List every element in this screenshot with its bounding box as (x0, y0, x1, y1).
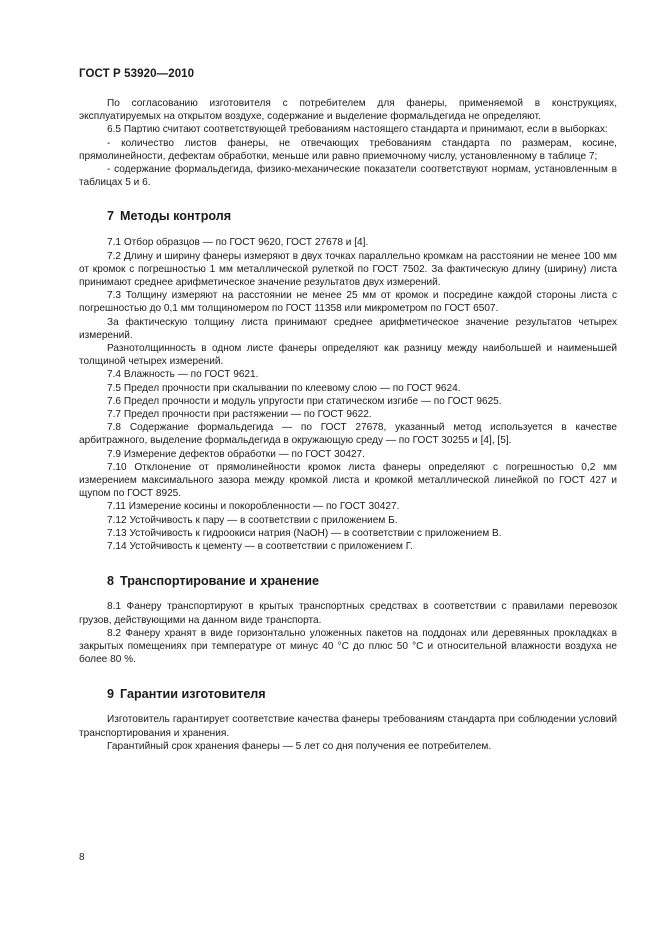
page-number: 8 (79, 852, 85, 863)
paragraph: 7.6 Предел прочности и модуль упругости при статическом изгибе — по ГОСТ 9625. (107, 395, 502, 407)
paragraph: 7.3 Толщину измеряют на расстоянии не менее 25 мм от кромок и посредине каждой стороны листа с погрешностью до 0,1 мм толщиномером по ГОСТ 11358 или микрометром по ГОСТ 6507. (79, 290, 617, 315)
section-heading-9 (79, 687, 617, 701)
paragraph: Разнотолщинность в одном листе фанеры определяют как разницу между наибольшей и наименьшей толщиной четырех измерений. (79, 343, 617, 368)
paragraph: По согласованию изготовителя с потребителем для фанеры, применяемой в конструкциях, эксплуатируемых на открытом воздухе, содержание и выделение формальдегида не определяют. (79, 98, 617, 123)
paragraph: 7.5 Предел прочности при скалывании по клеевому слою — по ГОСТ 9624. (107, 382, 461, 394)
section-number: 8 (107, 574, 115, 589)
document-header: ГОСТ Р 53920—2010 (79, 68, 195, 80)
section-number: 9 (107, 687, 115, 702)
paragraph: За фактическую толщину листа принимают среднее арифметическое значение результатов четырех измерений. (79, 316, 617, 341)
paragraph: 7.10 Отклонение от прямолинейности кромок листа фанеры определяют с погрешностью 0,2 мм измерением максимального зазора между кромкой листа и кромкой металлической линейкой по ГОСТ 427 и щупом по ГОСТ 8925. (79, 461, 617, 500)
paragraph: 7.8 Содержание формальдегида — по ГОСТ 27678, указанный метод используется в качестве арбитражного, выделение формальдегида в окружающую среду — по ГОСТ 30255 и [4], [5]. (79, 422, 617, 447)
paragraph: 8.1 Фанеру транспортируют в крытых транспортных средствах в соответствии с правилами перевозок грузов, действующими на данном виде транспорта. (79, 601, 617, 626)
paragraph: 7.14 Устойчивость к цементу — в соответствии с приложением Г. (107, 541, 413, 553)
section-title: Гарантии изготовителя (120, 687, 266, 702)
paragraph: - количество листов фанеры, не отвечающих требованиям стандарта по размерам, косине, прямолинейности, дефектам обработки, меньше или равно приемочному числу, установленному в таблице 7; (79, 137, 617, 162)
section-number: 7 (107, 209, 115, 224)
section-title: Транспортирование и хранение (120, 574, 319, 589)
page-content (79, 97, 617, 753)
paragraph: 7.4 Влажность — по ГОСТ 9621. (107, 369, 259, 381)
paragraph: 7.2 Длину и ширину фанеры измеряют в двух точках параллельно кромкам на расстоянии не менее 100 мм от кромок с погрешностью 1 мм металлической рулеткой по ГОСТ 7502. За фактическую длину (ширину) листа принимают среднее арифметическое значение результатов двух измерений. (79, 250, 617, 289)
paragraph: 7.7 Предел прочности при растяжении — по ГОСТ 9622. (107, 409, 372, 421)
paragraph: Гарантийный срок хранения фанеры — 5 лет со дня получения ее потребителем. (107, 740, 492, 752)
paragraph: 7.9 Измерение дефектов обработки — по ГОСТ 30427. (107, 448, 365, 460)
paragraph: 7.13 Устойчивость к гидроокиси натрия (NaOH) — в соответствии с приложением В. (107, 527, 502, 539)
paragraph: 7.12 Устойчивость к пару — в соответствии с приложением Б. (107, 514, 398, 526)
section-heading-8 (79, 574, 617, 588)
paragraph: 8.2 Фанеру хранят в виде горизонтально уложенных пакетов на поддонах или деревянных прокладках в закрытых помещениях при температуре от минус 40 °С до плюс 50 °С и относительной влажности воздуха не более 80 %. (79, 627, 617, 666)
paragraph: 7.11 Измерение косины и покоробленности — по ГОСТ 30427. (107, 501, 400, 513)
paragraph: 6.5 Партию считают соответствующей требованиям настоящего стандарта и принимают, если в выборках: (107, 124, 608, 136)
paragraph: Изготовитель гарантирует соответствие качества фанеры требованиям стандарта при соблюдении условий транспортирования и хранения. (79, 714, 617, 739)
section-heading-7 (79, 209, 617, 223)
section-title: Методы контроля (120, 209, 232, 224)
paragraph: 7.1 Отбор образцов — по ГОСТ 9620, ГОСТ 27678 и [4]. (107, 237, 369, 249)
paragraph: - содержание формальдегида, физико-механические показатели соответствуют нормам, установленным в таблицах 5 и 6. (79, 164, 617, 189)
